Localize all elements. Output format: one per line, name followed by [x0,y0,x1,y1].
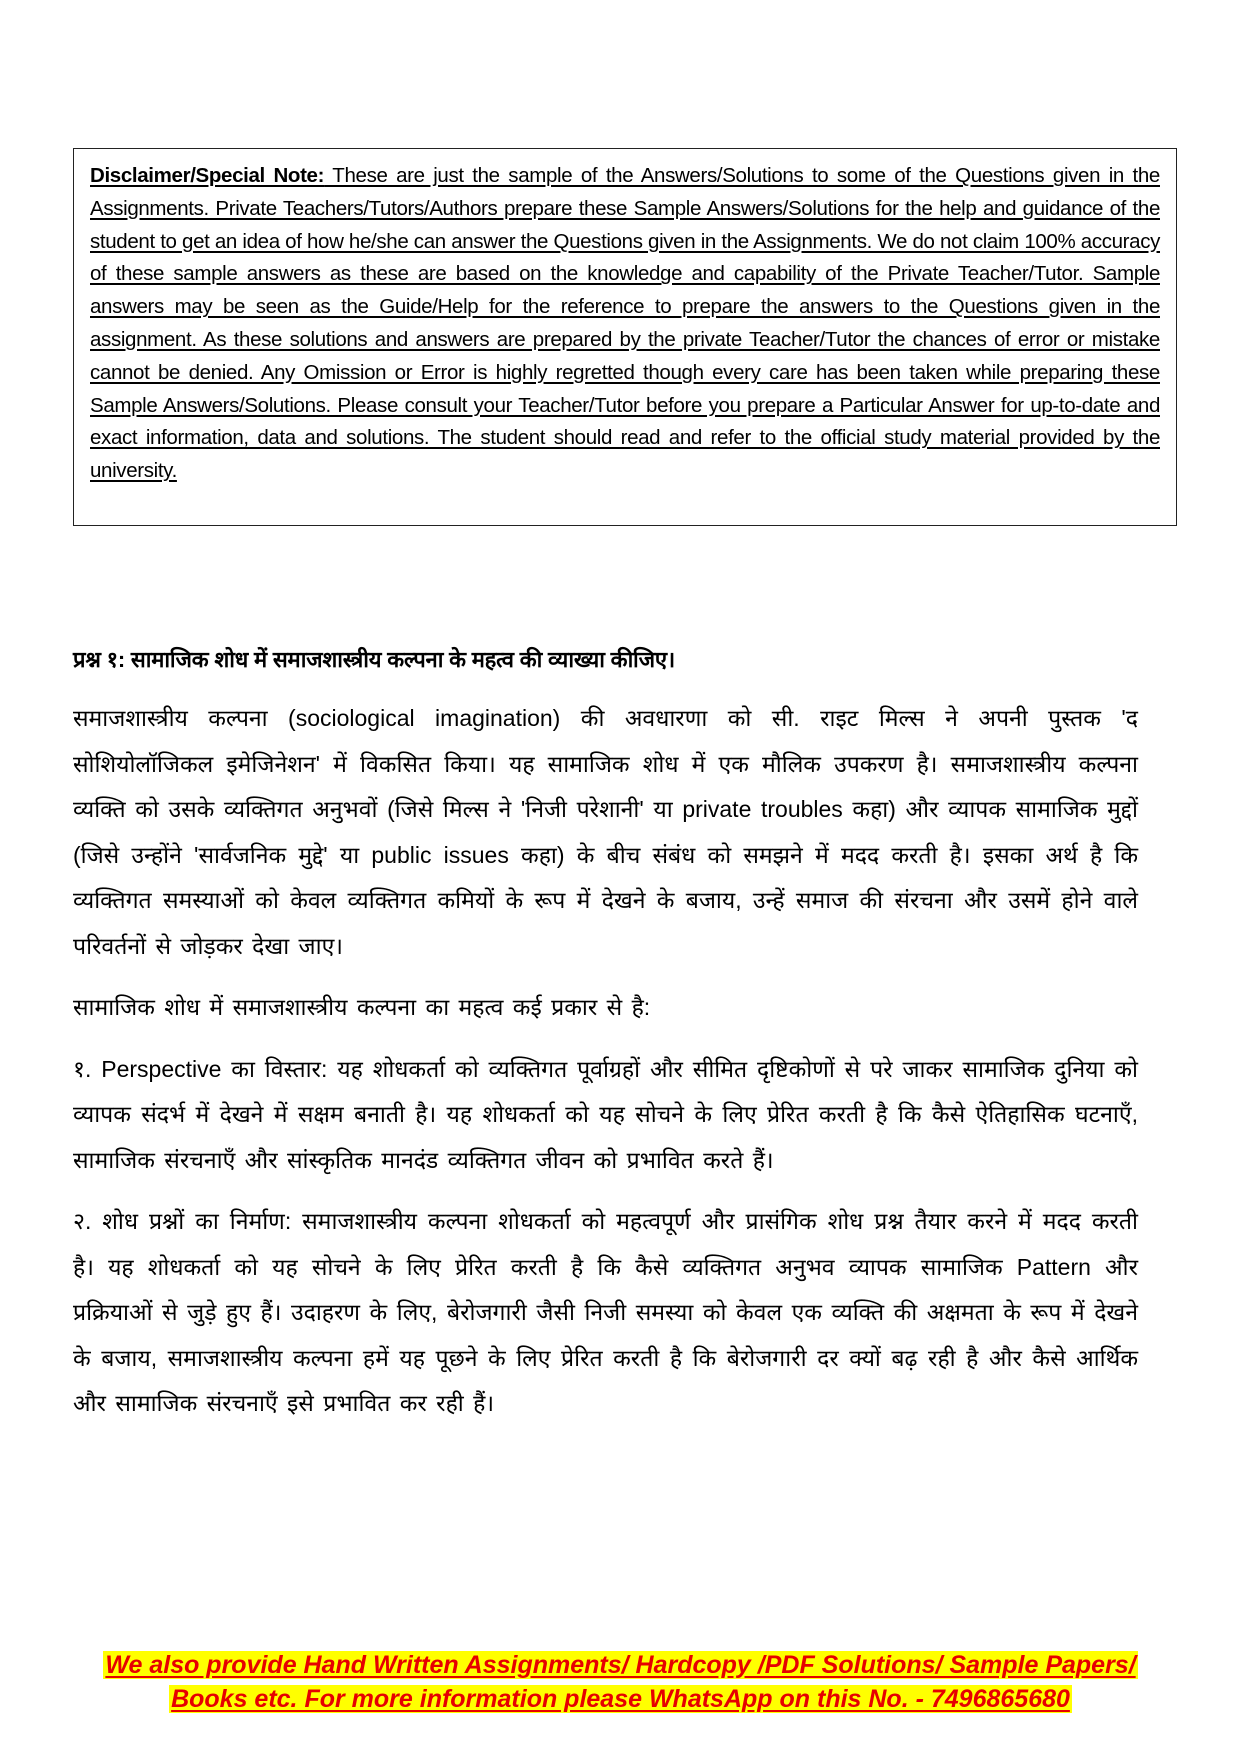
question-heading: प्रश्न १: सामाजिक शोध में समाजशास्त्रीय कल्पना के महत्व की व्याख्या कीजिए। [73,647,675,672]
promo-line-1: We also provide Hand Written Assignments/ Hardcopy /PDF Solutions/ Sample Papers/ [105,1651,1136,1679]
answer-paragraph-intro: समाजशास्त्रीय कल्पना (sociological imagination) की अवधारणा को सी. राइट मिल्स ने अपनी पुस्तक 'द सोशियोलॉजिकल इमेजिनेशन' में विकसित किया। यह सामाजिक शोध में एक मौलिक उपकरण है। समाजशास्त्रीय कल्पना व्यक्ति को उसके व्यक्तिगत अनुभवों (जिसे मिल्स ने 'निजी परेशानी' या private troubles कहा) और व्यापक सामाजिक मुद्दों (जिसे उन्होंने 'सार्वजनिक मुद्दे' या public issues कहा) के बीच संबंध को समझने में मदद करती है। इसका अर्थ है कि व्यक्तिगत समस्याओं को केवल व्यक्तिगत कमियों के रूप में देखने के बजाय, उन्हें समाज की संरचना और उसमें होने वाले परिवर्तनों से जोड़कर देखा जाए। [73,705,1138,959]
promo-footer [0,1648,1241,1716]
disclaimer-box [73,148,1177,526]
disclaimer-body: These are just the sample of the Answers/Solutions to some of the Questions given in the Assignments. Private Teachers/Tutors/Authors prepare these Sample Answers/Solutions for the help and guidance of the student to get an idea of how he/she can answer the Questions given in the Assignments. We do not claim 100% accuracy of these sample answers as these are based on the knowledge and capability of the Private Teacher/Tutor. Sample answers may be seen as the Guide/Help for the reference to prepare the answers to the Questions given in the assignment. As these solutions and answers are prepared by the private Teacher/Tutor the chances of error or mistake cannot be denied. Any Omission or Error is highly regretted though every care has been taken while preparing these Sample Answers/Solutions. Please consult your Teacher/Tutor before you prepare a Particular Answer for up-to-date and exact information, data and solutions. The student should read and refer to the official study material provided by the university. [90,164,1160,483]
promo-line-2: Books etc. For more information please WhatsApp on this No. - 7496865680 [171,1685,1070,1713]
disclaimer-label: Disclaimer/Special Note: [90,164,325,187]
disclaimer-text [90,160,1160,488]
answer-paragraph-importance-lead: सामाजिक शोध में समाजशास्त्रीय कल्पना का महत्व कई प्रकार से है: [73,994,651,1020]
answer-point-2: २. शोध प्रश्नों का निर्माण: समाजशास्त्रीय कल्पना शोधकर्ता को महत्वपूर्ण और प्रासंगिक शोध प्रश्न तैयार करने में मदद करती है। यह शोधकर्ता को यह सोचने के लिए प्रेरित करती है कि कैसे व्यक्तिगत अनुभव व्यापक सामाजिक Pattern और प्रक्रियाओं से जुड़े हुए हैं। उदाहरण के लिए, बेरोजगारी जैसी निजी समस्या को केवल एक व्यक्ति की अक्षमता के रूप में देखने के बजाय, समाजशास्त्रीय कल्पना हमें यह पूछने के लिए प्रेरित करती है कि बेरोजगारी दर क्यों बढ़ रही है और कैसे आर्थिक और सामाजिक संरचनाएँ इसे प्रभावित कर रही हैं। [73,1208,1138,1416]
answer-content [73,640,1138,1443]
answer-point-1: १. Perspective का विस्तार: यह शोधकर्ता को व्यक्तिगत पूर्वाग्रहों और सीमित दृष्टिकोणों से परे जाकर सामाजिक दुनिया को व्यापक संदर्भ में देखने में सक्षम बनाती है। यह शोधकर्ता को यह सोचने के लिए प्रेरित करती है कि कैसे ऐतिहासिक घटनाएँ, सामाजिक संरचनाएँ और सांस्कृतिक मानदंड व्यक्तिगत जीवन को प्रभावित करते हैं। [73,1055,1138,1173]
